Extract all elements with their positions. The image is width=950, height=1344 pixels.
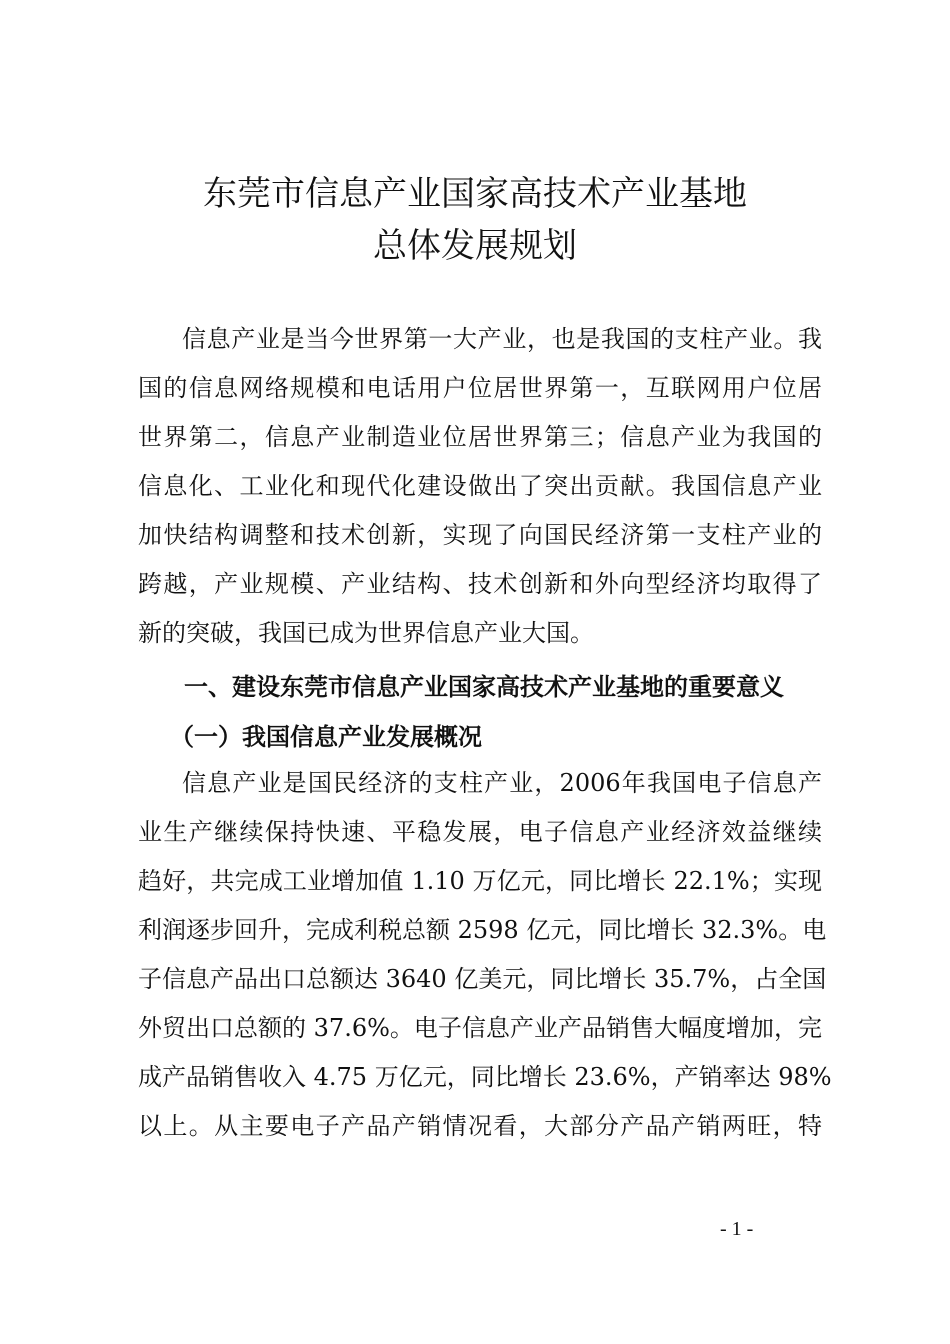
- paragraph-line: 以上。从主要电子产品产销情况看，大部分产品产销两旺，特: [138, 1112, 822, 1140]
- section-heading: 一、建设东莞市信息产业国家高技术产业基地的重要意义: [184, 673, 784, 701]
- paragraph-line: 外贸出口总额的 37.6%。电子信息产业产品销售大幅度增加，完: [138, 1014, 822, 1042]
- paragraph-line: 业生产继续保持快速、平稳发展，电子信息产业经济效益继续: [138, 818, 822, 846]
- paragraph-line: 趋好，共完成工业增加值 1.10 万亿元，同比增长 22.1%；实现: [138, 867, 822, 895]
- paragraph-line: 信息化、工业化和现代化建设做出了突出贡献。我国信息产业: [138, 472, 822, 500]
- subsection-heading: （一）我国信息产业发展概况: [170, 723, 482, 751]
- paragraph-line: 利润逐步回升，完成利税总额 2598 亿元，同比增长 32.3%。电: [138, 916, 827, 944]
- paragraph-line: 信息产业是当今世界第一大产业，也是我国的支柱产业。我: [182, 325, 822, 353]
- page-number: - 1 -: [720, 1218, 754, 1240]
- document-title-line2: 总体发展规划: [373, 226, 577, 266]
- paragraph-line: 世界第二，信息产业制造业位居世界第三；信息产业为我国的: [138, 423, 822, 451]
- paragraph-line: 加快结构调整和技术创新，实现了向国民经济第一支柱产业的: [138, 521, 822, 549]
- paragraph-line: 新的突破，我国已成为世界信息产业大国。: [138, 619, 594, 647]
- paragraph-line: 子信息产品出口总额达 3640 亿美元，同比增长 35.7%，占全国: [138, 965, 827, 993]
- document-title-line1: 东莞市信息产业国家高技术产业基地: [203, 174, 747, 214]
- paragraph-line: 信息产业是国民经济的支柱产业，2006年我国电子信息产: [182, 769, 822, 797]
- paragraph-line: 成产品销售收入 4.75 万亿元，同比增长 23.6%，产销率达 98%: [138, 1063, 832, 1091]
- paragraph-line: 跨越，产业规模、产业结构、技术创新和外向型经济均取得了: [138, 570, 822, 598]
- paragraph-line: 国的信息网络规模和电话用户位居世界第一，互联网用户位居: [138, 374, 822, 402]
